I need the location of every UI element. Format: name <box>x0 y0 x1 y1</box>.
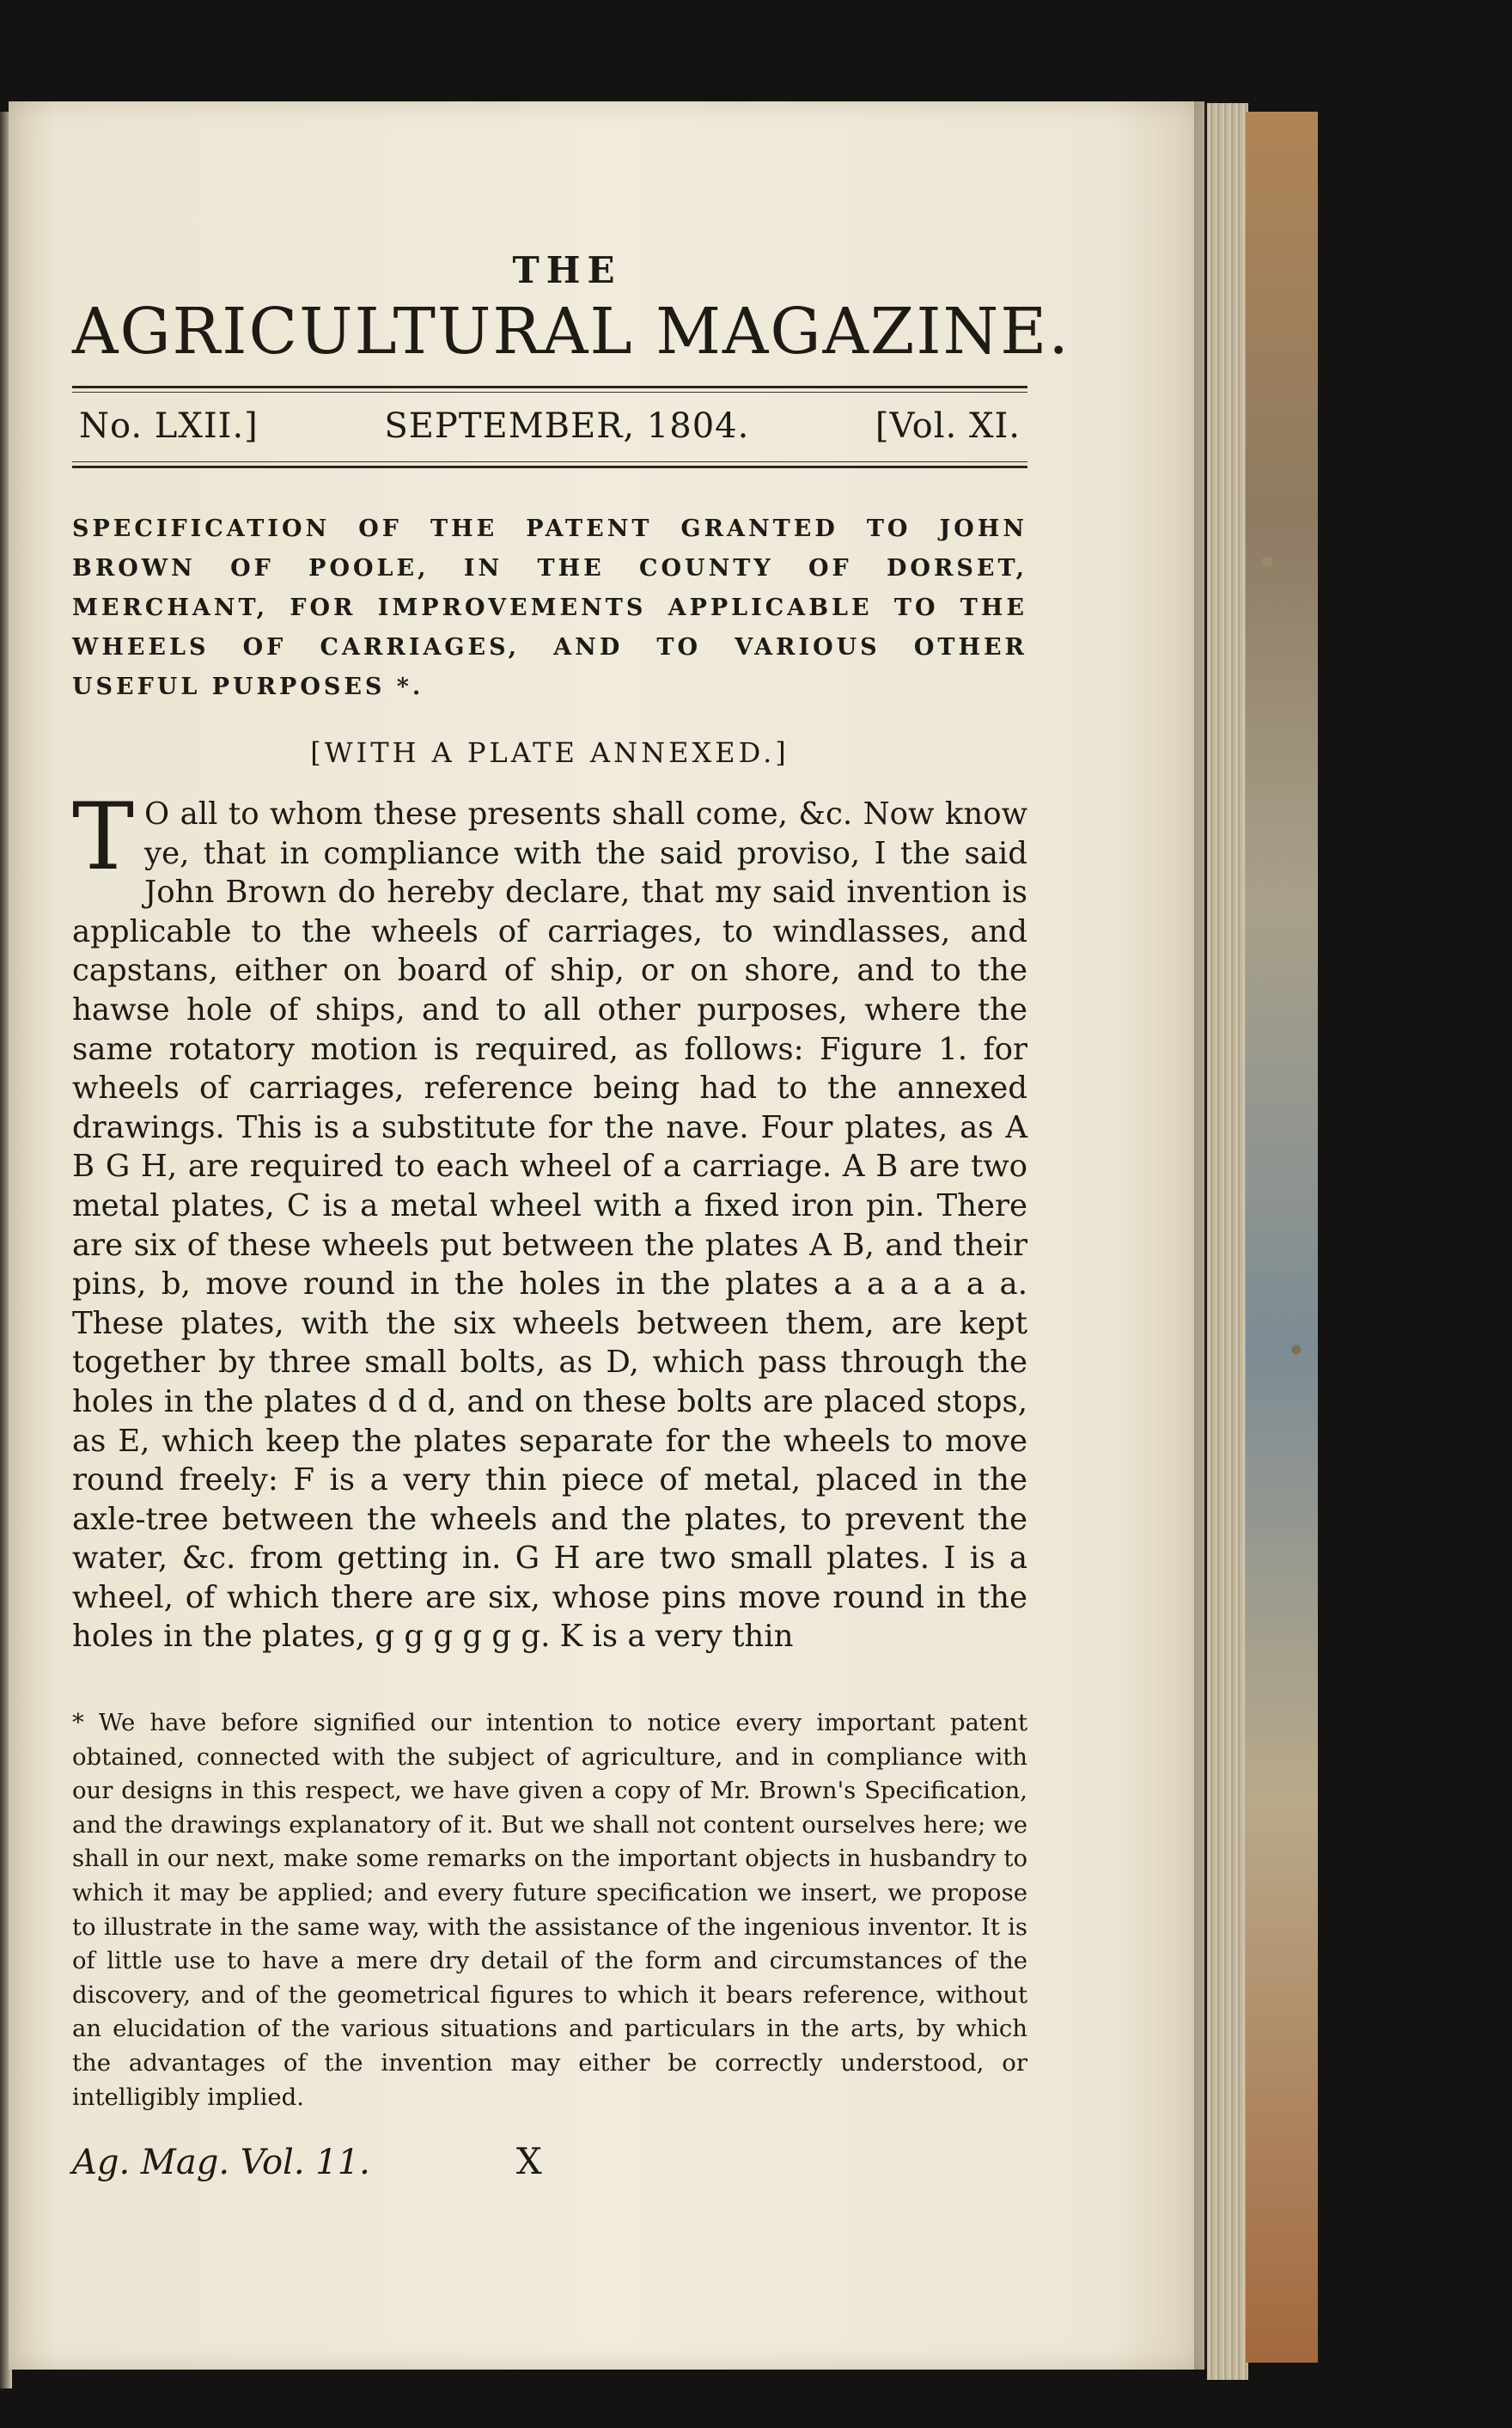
masthead-title: AGRICULTURAL MAGAZINE. <box>72 295 1070 369</box>
issue-line <box>72 393 1027 458</box>
bottom-rule <box>72 466 1027 468</box>
top-rule <box>72 386 1027 388</box>
masthead-the: THE <box>512 249 622 291</box>
article-body <box>72 784 1027 1656</box>
page-block-edge <box>1207 103 1248 2380</box>
issue-number: No. LXII.] <box>79 406 259 446</box>
plate-note: [WITH A PLATE ANNEXED.] <box>310 736 790 769</box>
drop-cap: T <box>72 784 135 891</box>
page-content <box>72 249 1070 2183</box>
issue-volume: [Vol. XI. <box>875 406 1021 446</box>
running-title: Ag. Mag. Vol. 11. <box>72 2143 370 2183</box>
signature-mark: X <box>515 2140 542 2183</box>
article-heading: SPECIFICATION OF THE PATENT GRANTED TO JOHN BROWN OF POOLE, IN THE COUNTY OF DORSET, MERCHANT, FOR IMPROVEMENTS APPLICABLE TO THE WHEELS OF CARRIAGES, AND TO VARIOUS OTHER USEFUL PURPOSES *. <box>72 515 1027 700</box>
page-footer <box>72 2140 1027 2182</box>
issue-date: SEPTEMBER, 1804. <box>384 406 750 446</box>
bottom-rule-thin <box>72 461 1027 462</box>
marbled-cover <box>1246 112 1318 2363</box>
footnote: * We have before signified our intention to notice every important patent obtained, connected with the subject of agriculture, and in compliance with our designs in this respect, we have given a copy of Mr. Brown's Specification, and the drawings explanatory of it. But we shall not content ourselves here; we shall in our next, make some remarks on the important objects in husbandry to which it may be applied; and every future specification we insert, we propose to illustrate in the same way, with the assistance of the ingenious inventor. It is of little use to have a mere dry detail of the form and circumstances of the discovery, and of the geometrical figures to which it bears reference, without an elucidation of the various situations and particulars in the arts, by which the advantages of the invention may either be correctly understood, or intelligibly implied. <box>72 1709 1027 2111</box>
article-body-text: O all to whom these presents shall come, &c. Now know ye, that in compliance with the said proviso, I the said John Brown do hereby declare, that my said invention is applicable to the wheels of carriages, to windlasses, and capstans, either on board of ship, or on shore, and to the hawse hole of ships, and to all other purposes, where the same rotatory motion is required, as follows: Figure 1. for wheels of carriages, reference being had to the annexed drawings. This is a substitute for the nave. Four plates, as A B G H, are required to each wheel of a carriage. A B are two metal plates, C is a metal wheel with a fixed iron pin. There are six of these wheels put between the plates A B, and their pins, b, move round in the holes in the plates a a a a a a. These plates, with the six wheels between them, are kept together by three small bolts, as D, which pass through the holes in the plates d d d, and on these bolts are placed stops, as E, which keep the plates separate for the wheels to move round freely: F is a very thin piece of metal, placed in the axle-tree between the wheels and the plates, to prevent the water, &c. from getting in. G H are two small plates. I is a wheel, of which there are six, whose pins move round in the holes in the plates, g g g g g g. K is a very thin <box>72 796 1027 1655</box>
